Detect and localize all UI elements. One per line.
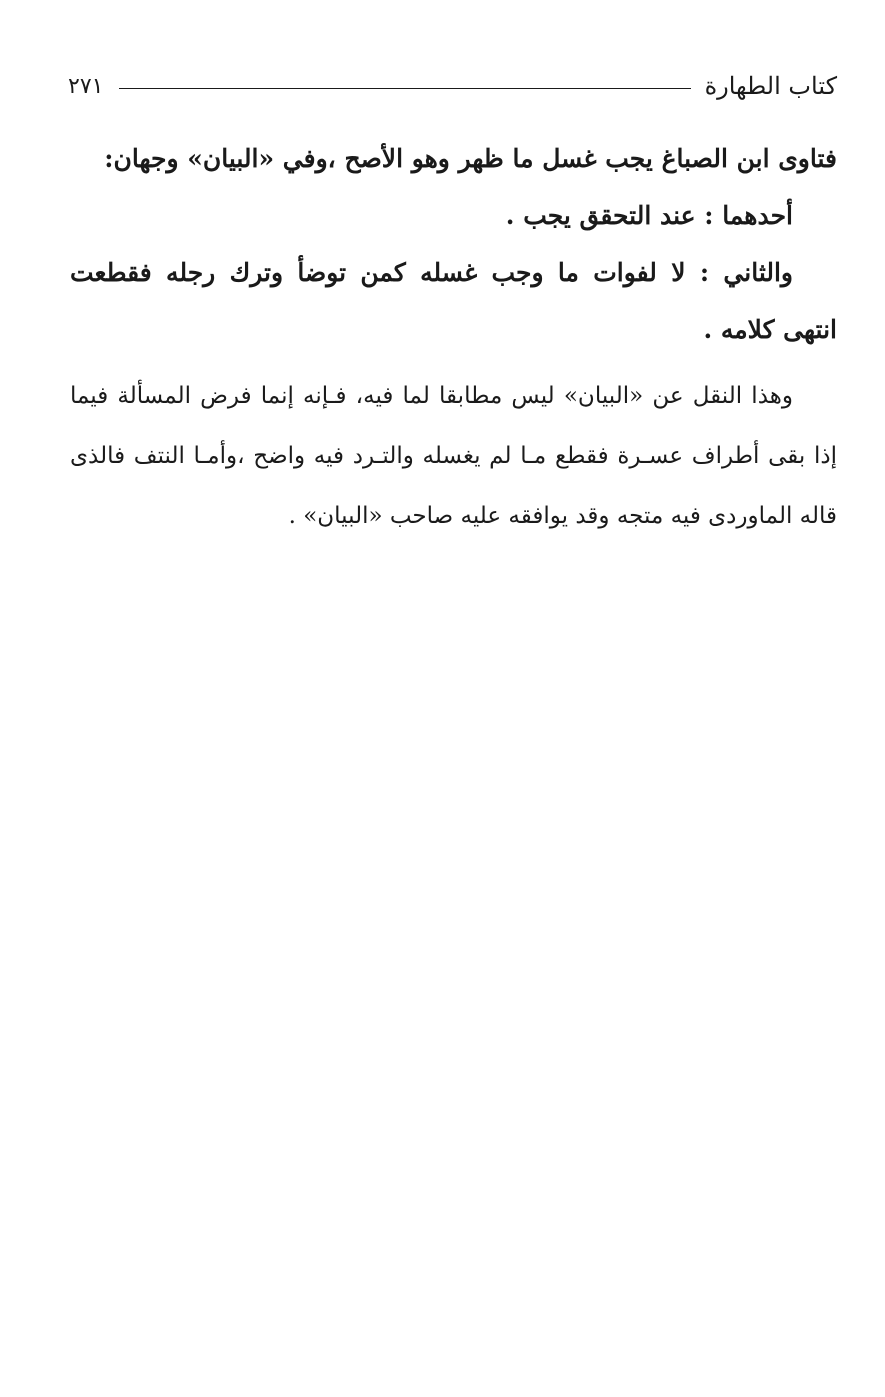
running-header bbox=[68, 66, 837, 106]
page-number: ٢٧١ bbox=[68, 73, 104, 99]
page-body bbox=[70, 130, 837, 546]
paragraph-second-view: والثاني : لا لفوات ما وجب غسله كمن توضأ وترك رجله فقطعت انتهى كلامه . bbox=[70, 258, 837, 344]
paragraph-fatawa: فتاوى ابن الصباغ يجب غسل ما ظهر وهو الأصح ،وفي «البيان» وجهان: bbox=[104, 144, 837, 173]
paragraph-first-view: أحدهما : عند التحقق يجب . bbox=[505, 201, 793, 230]
paragraph-commentary: وهذا النقل عن «البيان» ليس مطابقا لما فيه، فـإنه إنما فرض المسألة فيما إذا بقى أطراف عسـرة فقطع مـا لم يغسله والتـرد فيه واضح ،وأمـا النتف فالذى قاله الماوردى فيه متجه وقد يوافقه عليه صاحب «البيان» . bbox=[70, 383, 837, 529]
chapter-title: كتاب الطهارة bbox=[704, 72, 837, 100]
header-rule bbox=[119, 88, 690, 89]
